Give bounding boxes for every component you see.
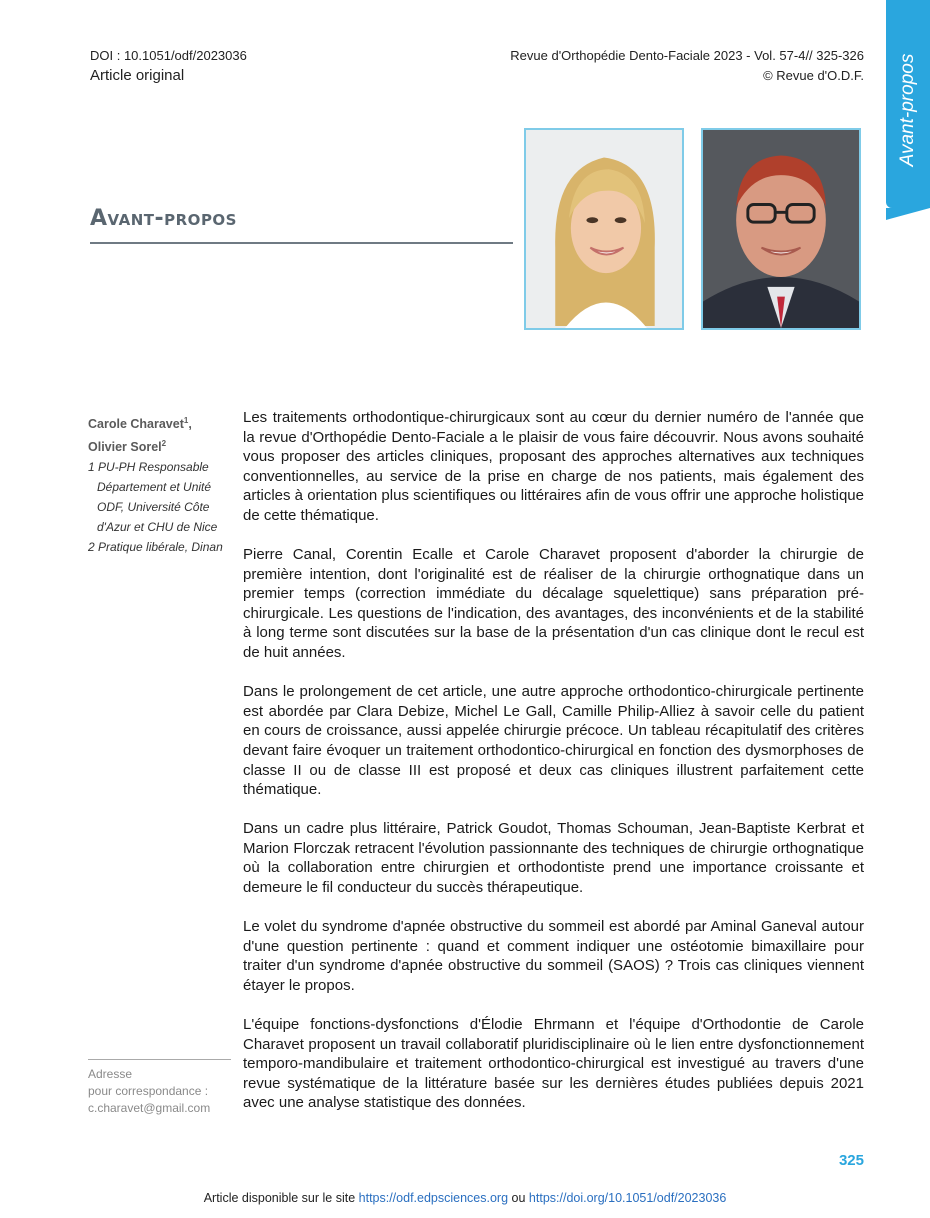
- paragraph: Les traitements orthodontique-chirurgicaux sont au cœur du dernier numéro de l'année que la revue d'Orthopédie Dento-Faciale a le plaisir de vous faire découvrir. Nous avons souhaité vous proposer des articles cliniques, proposant des approches alternatives aux techniques conventionnelles, au service de la prise en charge de nos patients, mais également des articles à orientation plus scientifiques ou littéraires afin de vous offrir une approche holistique de cette thématique.: [243, 409, 864, 524]
- author-photo-2: [701, 128, 861, 330]
- section-title: Avant-propos: [90, 206, 237, 231]
- article-type: Article original: [90, 67, 185, 84]
- footer-conj: ou: [511, 1191, 526, 1205]
- correspondence-address: [88, 1066, 210, 1117]
- title-divider: [90, 242, 513, 244]
- author-names: [88, 411, 233, 457]
- doi: DOI : 10.1051/odf/2023036: [90, 48, 247, 63]
- header-left: [90, 46, 247, 85]
- address-label-2: pour correspondance :: [88, 1084, 209, 1098]
- address-label: Adresse: [88, 1067, 133, 1081]
- footer-link-site[interactable]: https://odf.edpsciences.org: [358, 1191, 509, 1205]
- paragraph: Le volet du syndrome d'apnée obstructive du sommeil est abordé par Aminal Ganeval autour d'une question pertinente : quand et comment indiquer une ostéotomie bimaxillaire pour traiter d'un syndrome d'apnée obstructive du sommeil (SAOS) ? Trois cas cliniques viennent étayer le propos.: [243, 918, 864, 994]
- footer: [0, 1191, 930, 1205]
- paragraph: Dans le prolongement de cet article, une autre approche orthodontico-chirurgicale pertinente est abordée par Clara Debize, Michel Le Gall, Camille Philip-Alliez à savoir celle du patient en cours de croissance, aussi appelée chirurgie précoce. Un tableau récapitulatif des critères devant faire évoquer un traitement orthodontico-chirurgical en fonction des dysmorphoses de classe II ou de classe III est proposé et deux cas cliniques illustrent parfaitement cette thématique.: [243, 683, 864, 799]
- journal-reference: Revue d'Orthopédie Dento-Faciale 2023 - Vol. 57-4// 325-326: [510, 48, 864, 63]
- footer-prefix: Article disponible sur le site: [203, 1191, 356, 1205]
- correspondence-email[interactable]: c.charavet@gmail.com: [88, 1101, 211, 1115]
- paragraph: L'équipe fonctions-dysfonctions d'Élodie Ehrmann et l'équipe d'Orthodontie de Carole Charavet proposent un travail collaboratif pluridisciplinaire où le lien entre dysfonctionnement temporo-mandibulaire et traitement orthodontico-chirurgical est investigué au travers d'une revue systématique de la littérature basée sur les dernières études publiées depuis 2021 avec une analyse statistique des données.: [243, 1015, 864, 1112]
- affiliation-line: d'Azur et CHU de Nice: [97, 520, 218, 535]
- affiliation-line: Département et Unité: [97, 480, 212, 495]
- address-divider: [88, 1059, 231, 1060]
- article-body: [243, 408, 864, 1132]
- copyright: © Revue d'O.D.F.: [763, 68, 864, 83]
- paragraph: Dans un cadre plus littéraire, Patrick Goudot, Thomas Schouman, Jean-Baptiste Kerbrat et Marion Florczak retracent l'évolution passionnante des techniques de chirurgie orthognatique où la collaboration entre chirurgien et orthodontiste prend une importance croissante et demeure le fil conducteur du succès thérapeutique.: [243, 820, 864, 896]
- affiliation-line: 2 Pratique libérale, Dinan: [88, 540, 223, 555]
- footer-link-doi[interactable]: https://doi.org/10.1051/odf/2023036: [528, 1191, 727, 1205]
- section-side-tab: [886, 0, 930, 208]
- author-block: [88, 411, 233, 557]
- side-tab-label: Avant-propos: [897, 53, 918, 167]
- paragraph: Pierre Canal, Corentin Ecalle et Carole Charavet proposent d'aborder la chirurgie de première intention, dont l'originalité est de réaliser de la chirurgie orthognatique dans un premier temps (correction immédiate du décalage squelettique) sans préparation pré-chirurgicale. Les questions de l'indication, des avantages, des inconvénients et de la stabilité à long terme sont discutées sur la base de la présentation d'un cas clinique dont le recul est de huit années.: [243, 546, 864, 662]
- author-2: Olivier Sorel$^2$: [88, 439, 167, 455]
- header-right: [510, 46, 864, 86]
- affiliation-line: ODF, Université Côte: [97, 500, 210, 515]
- affiliations: [88, 457, 233, 557]
- affiliation-line: 1 PU-PH Responsable: [88, 460, 209, 475]
- page-number: 325: [838, 1152, 864, 1169]
- author-photo-1: [524, 128, 684, 330]
- author-1: Carole Charavet$^1$,: [88, 416, 192, 432]
